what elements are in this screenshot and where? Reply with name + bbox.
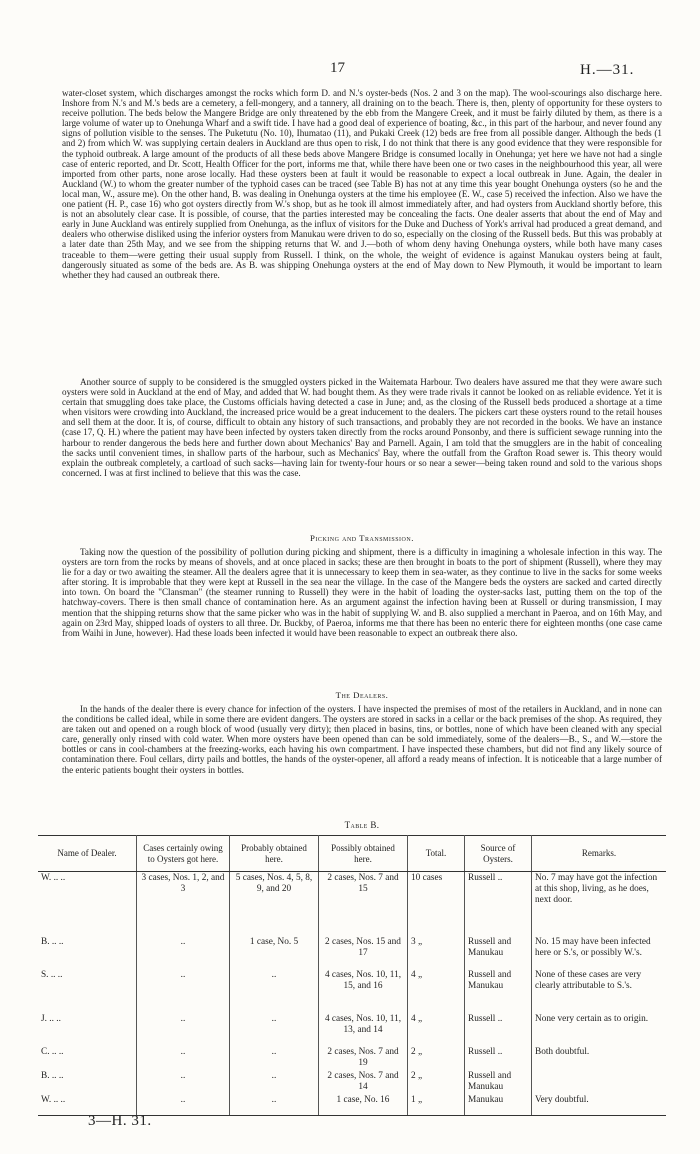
header-remarks: Remarks.	[532, 836, 667, 872]
cell-dealer: C. .. ..	[38, 1046, 137, 1070]
cell-source: Russell ..	[465, 1046, 532, 1070]
cell-certain: ..	[137, 1013, 230, 1046]
header-total: Total.	[408, 836, 465, 872]
paragraph-smuggled-oysters: Another source of supply to be considered is the smuggled oysters picked in the Waitemata Harbour. Two dealers have assured me that they were aware such oysters were sold in Auckland at the end of May, and added that W. had bought them. As they were trade rivals it cannot be looked on as reliable evidence. Yet it is certain that smuggling does take place, the Customs officials having detected a case in June; and, as the closing of the Russell beds produced a shortage at a time when visitors were crowding into Auckland, the increased price would be a great inducement to the dealers. The pickers cart these oysters round to the retail houses and sell them at the door. It is, of course, difficult to obtain any history of such transactions, and probably they are not recorded in the books. We have an instance (case 17, Q. H.) where the patient may have been infected by oysters taken directly from the rocks around Ponsonby, and there is sufficient sewage running into the harbour to render dangerous the beds here and further down about Mechanics' Bay and Parnell. Again, I am told that the smugglers are in the habit of concealing the sacks until convenient times, in shallow parts of the harbour, such as Mechanics' Bay, where the outfall from the Grafton Road sewer is. This theory would explain the outbreak completely, a cartload of such sacks—having lain for twenty-four hours or so near a sewer—being taken round and sold to the various shops concerned. I was at first inclined to believe that this was the case.	[62, 377, 662, 478]
paragraph-picking-transmission: Taking now the question of the possibility of pollution during picking and shipment, there is a difficulty in imagining a wholesale infection in this way. The oysters are torn from the rocks by means of shovels, and at once placed in sacks; these are then brought in boats to the port of shipment (Russell), where they may lie for a day or two awaiting the steamer. All the dealers agree that it is unnecessary to keep them in sea-water, as they continue to live in the sacks for some weeks after storing. It is improbable that they were kept at Russell in the sea near the village. In the case of the Mangere beds the oysters are sacked and carted directly into town. On board the "Clansman" (the steamer running to Russell) they were in the habit of loading the oyster-sacks last, putting them on the top of the hatchway-covers. There is then small chance of contamination here. As an argument against the infection having been at Russell or during transmission, I may mention that the shipping returns show that the same picker who was in the habit of supplying W. and B. also supplied a merchant in Paeroa, and on 16th May, and again on 23rd May, shipped loads of oysters to all three. Dr. Buckby, of Paeroa, informs me that there has been no enteric there for eighteen months (one case came from Waihi in June, however). Had these loads been infected it would have been reasonable to expect an outbreak there also.	[62, 547, 662, 638]
cell-remarks: Very doubtful.	[532, 1094, 667, 1116]
cell-dealer: J. .. ..	[38, 1013, 137, 1046]
table-row	[38, 1070, 666, 1094]
cell-dealer: B. .. ..	[38, 936, 137, 969]
table-row	[38, 872, 666, 936]
cell-possible: 1 case, No. 16	[319, 1094, 408, 1116]
table-row	[38, 1013, 666, 1046]
header-name-of-dealer: Name of Dealer.	[38, 836, 137, 872]
header-source: Source of Oysters.	[465, 836, 532, 872]
cell-dealer: B. .. ..	[38, 1070, 137, 1094]
cell-possible: 4 cases, Nos. 10, 11, 13, and 14	[319, 1013, 408, 1046]
table-row	[38, 969, 666, 1013]
cell-probable: 1 case, No. 5	[230, 936, 319, 969]
cell-total: 2 „	[408, 1046, 465, 1070]
cell-total: 1 „	[408, 1094, 465, 1116]
cell-dealer: W. .. ..	[38, 1094, 137, 1116]
cell-probable: ..	[230, 1094, 319, 1116]
cell-remarks: Both doubtful.	[535, 1046, 590, 1057]
cell-total: 10 cases	[408, 872, 465, 936]
paragraph-dealers: In the hands of the dealer there is every chance for infection of the oysters. I have inspected the premises of most of the retailers in Auckland, and in none can the conditions be called ideal, while in some there are evident dangers. The oysters are stored in sacks in a cellar or the back premises of the shop. As required, they are taken out and opened on a rough block of wood (usually very dirty); then placed in basins, tins, or bottles, none of which have been cleaned with any special care, generally only rinsed with cold water. When more oysters have been opened than can be sold immediately, some of the dealers—B., S., and W.—store the bottles or cans in cool-chambers at the freezing-works, each having his own compartment. I have inspected these chambers, but did not find any likely source of contamination there. Foul cellars, dirty pails and bottles, the hands of the oyster-opener, all afford a ready means of infection. It is noticeable that a large number of the enteric patients bought their oysters in bottles.	[62, 704, 662, 775]
page-number: 17	[330, 60, 345, 76]
cell-probable: 5 cases, Nos. 4, 5, 8, 9, and 20	[230, 872, 319, 936]
cell-certain: ..	[137, 936, 230, 969]
cell-total: 4 „	[408, 969, 465, 1013]
header-possibly: Possibly obtained here.	[319, 836, 408, 872]
table-row	[38, 936, 666, 969]
cell-possible: 2 cases, Nos. 7 and 14	[319, 1070, 408, 1094]
cell-probable: ..	[230, 969, 319, 1013]
section-heading-dealers: The Dealers.	[335, 690, 389, 700]
cell-source: Russell and Manukau	[465, 936, 532, 969]
cell-remarks: None very certain as to origin.	[535, 1013, 649, 1024]
table-b	[38, 835, 666, 1116]
cell-source: Manukau	[465, 1094, 532, 1116]
cell-certain: 3 cases, Nos. 1, 2, and 3	[137, 872, 230, 936]
cell-remarks: None of these cases are very clearly attributable to S.'s.	[535, 969, 642, 991]
cell-probable: ..	[230, 1046, 319, 1070]
cell-probable: ..	[230, 1013, 319, 1046]
cell-remarks: No. 7 may have got the infection at this shop, living, as he does, next door.	[535, 873, 658, 905]
cell-possible: 4 cases, Nos. 10, 11, 15, and 16	[319, 969, 408, 1013]
section-heading-picking: Picking and Transmission.	[310, 533, 414, 543]
cell-source: Russell and Manukau	[465, 1070, 532, 1094]
cell-total: 4 „	[408, 1013, 465, 1046]
header-cases-certain: Cases certainly owing to Oysters got here.	[137, 836, 230, 872]
table-caption: Table B.	[344, 820, 380, 830]
cell-certain: ..	[137, 969, 230, 1013]
cell-source: Russell ..	[465, 872, 532, 936]
cell-source: Russell and Manukau	[465, 969, 532, 1013]
cell-remarks	[532, 1070, 667, 1094]
document-reference: H.—31.	[580, 62, 635, 78]
table-header-row	[38, 836, 666, 872]
header-probably: Probably obtained here.	[230, 836, 319, 872]
cell-dealer: W. .. ..	[38, 872, 137, 936]
cell-possible: 2 cases, Nos. 7 and 19	[319, 1046, 408, 1070]
cell-certain: ..	[137, 1070, 230, 1094]
cell-certain: ..	[137, 1094, 230, 1116]
table-row	[38, 1046, 666, 1070]
cell-total: 3 „	[408, 936, 465, 969]
cell-possible: 2 cases, Nos. 15 and 17	[319, 936, 408, 969]
cell-total: 2 „	[408, 1070, 465, 1094]
sheet-signature: 3—H. 31.	[88, 1113, 152, 1129]
cell-source: Russell ..	[465, 1013, 532, 1046]
paragraph-oyster-beds: water-closet system, which discharges amongst the rocks which form D. and N.'s oyster-beds (Nos. 2 and 3 on the map). The wool-scourings also discharge here. Inshore from N.'s and M.'s beds are a cemetery, a fell-mongery, and a tannery, all draining on to the beach. There is, then, plenty of opportunity for these oysters to receive pollution. The beds below the Mangere Bridge are only threatened by the ebb from the Mangere Creek, and it must be fairly diluted by them, as there is a large volume of water up to Onehunga Wharf and a swift tide. I have had a good deal of experience of boating, &c., in this part of the harbour, and never found any signs of pollution visible to the senses. The Puketutu (No. 10), Ihumatao (11), and Pukaki Creek (12) beds are free from all possible danger. Although the beds (1 and 2) from which W. was supplying certain dealers in Auckland are thus open to risk, I do not think that there is any good evidence that they were responsible for the typhoid outbreak. A large amount of the products of all these beds above Mangere Bridge is consumed locally in Onehunga; yet here we have not had a single case of enteric reported, and Dr. Scott, Health Officer for the port, informs me that, while there have been one or two cases in the neighbourhood this year, all were imported from other parts, none arose locally. Had these oysters been at fault it would be reasonable to expect a local outbreak in June. Again, the dealer in Auckland (W.) to whom the greater number of the typhoid cases can be traced (see Table B) has not at any time this year bought Onehunga oysters (so he and the local man, W., assure me). On the other hand, B. was dealing in Onehunga oysters at the time his employee (E. W., case 5) received the infection. Also we have the one patient (H. P., case 16) who got oysters directly from W.'s shop, but as he took ill almost immediately after, and had oysters from Auckland shortly before, this is not an absolutely clear case. It is possible, of course, that the parties interested may be concealing the facts. One dealer asserts that about the end of May and early in June Auckland was entirely supplied from Onehunga, as the influx of visitors for the Duke and Duchess of York's arrival had produced a great demand, and dealers who otherwise disliked using the inferior oysters from Manukau were driven to do so, especially on the closing of the Russell beds. But this was probably at a later date than 25th May, and we see from the shipping returns that W. and J.—both of whom deny having Onehunga oysters, while both have many cases traceable to them—were getting their usual supply from Russell. I think, on the whole, the weight of evidence is against Manukau oysters being at fault, dangerously situated as some of the beds are. As B. was shipping Onehunga oysters at the end of May down to New Plymouth, it would be important to learn whether they had caused an outbreak there.	[62, 88, 662, 280]
cell-certain: ..	[137, 1046, 230, 1070]
cell-remarks: No. 15 may have been infected here or S.'s, or possibly W.'s.	[535, 936, 651, 958]
cell-probable: ..	[230, 1070, 319, 1094]
cell-possible: 2 cases, Nos. 7 and 15	[319, 872, 408, 936]
cell-dealer: S. .. ..	[38, 969, 137, 1013]
